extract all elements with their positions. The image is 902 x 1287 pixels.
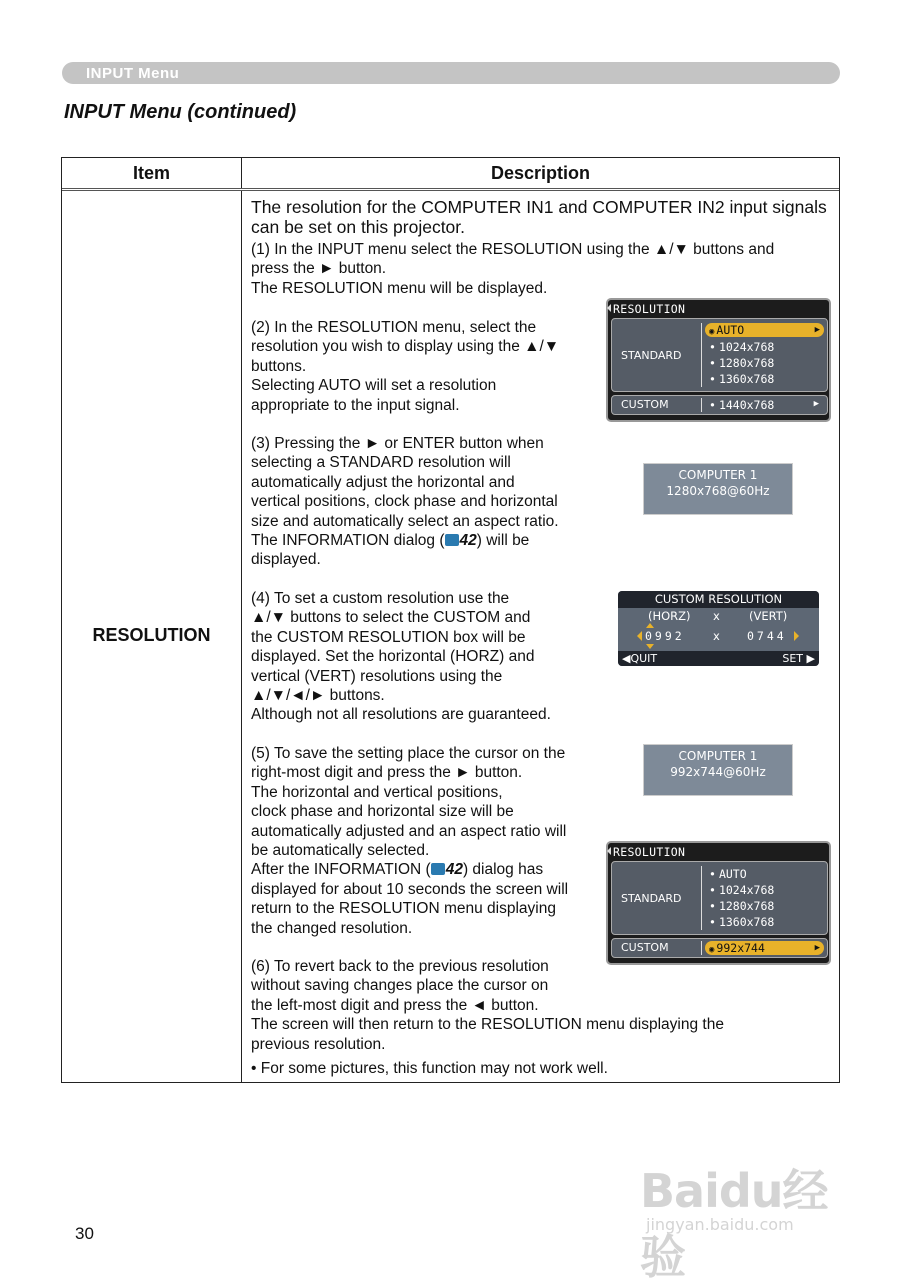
divider	[701, 866, 702, 930]
divider	[701, 941, 702, 955]
right-arrow-icon: ▶	[814, 943, 820, 953]
step-3-info-line: The INFORMATION dialog ( 42) will be	[251, 532, 530, 549]
x-separator: x	[713, 629, 720, 643]
right-arrow-icon[interactable]	[794, 631, 799, 641]
option-1280x768[interactable]: • 1280x768	[709, 899, 774, 913]
option-1024x768[interactable]: • 1024x768	[709, 883, 774, 897]
information-dialog	[643, 463, 793, 515]
column-header-description: Description	[490, 163, 591, 183]
down-arrow-icon[interactable]	[646, 644, 654, 649]
step-5-info-line: After the INFORMATION ( 42) dialog has	[251, 861, 544, 878]
osd-title: RESOLUTION	[613, 302, 686, 316]
resolution-menu-osd	[606, 298, 831, 422]
custom-value: • 1440x768	[709, 398, 774, 412]
left-triangle-icon: ◀	[622, 652, 631, 665]
custom-resolution-box	[618, 591, 819, 666]
watermark-url: jingyan.baidu.com	[646, 1215, 794, 1234]
vert-value[interactable]: 0744	[747, 629, 787, 643]
option-auto-selected[interactable]: ◉ AUTO ▶	[705, 323, 824, 337]
note-text: • For some pictures, this function may not work well.	[251, 1060, 608, 1077]
information-dialog	[643, 744, 793, 796]
table-header-row	[62, 158, 839, 191]
option-1024x768[interactable]: • 1024x768	[709, 340, 774, 354]
horz-label: (HORZ)	[648, 609, 691, 623]
option-1280x768[interactable]: • 1280x768	[709, 356, 774, 370]
watermark	[640, 1145, 855, 1284]
step-5-text: (5) To save the setting place the cursor on the right-most digit and press the ► button. The horizontal and vertical positions, clock phase and horizontal size will be automatically adjusted and an aspect ratio will be automatically selected.	[251, 745, 567, 860]
right-arrow-icon: ▶	[814, 325, 820, 335]
standard-label: STANDARD	[621, 349, 682, 362]
column-header-item: Item	[62, 158, 242, 188]
step-3-tail: displayed.	[251, 551, 321, 568]
left-arrow-icon[interactable]	[637, 631, 642, 641]
back-arrow-icon	[607, 304, 611, 312]
info-signal: 1280x768@60Hz	[666, 484, 770, 498]
custom-resolution-title: CUSTOM RESOLUTION	[618, 591, 819, 608]
custom-selected-value[interactable]: ◉ 992x744 ▶	[705, 941, 824, 955]
quit-button[interactable]: ◀QUIT	[622, 652, 658, 665]
up-arrow-icon[interactable]	[646, 623, 654, 628]
right-arrow-icon: ▶	[813, 399, 819, 409]
custom-label: CUSTOM	[621, 941, 669, 954]
book-reference-icon	[431, 863, 445, 875]
custom-panel[interactable]	[611, 395, 828, 415]
standard-panel	[611, 318, 828, 392]
step-3-text: (3) Pressing the ► or ENTER button when selecting a STANDARD resolution will automatically adjust the horizontal and vertical positions, clock phase and horizontal size and automatically select an aspect ratio.	[251, 435, 559, 530]
description-lead: The resolution for the COMPUTER IN1 and COMPUTER IN2 input signals can be set on this projector.	[251, 197, 827, 237]
page-title: INPUT Menu (continued)	[64, 101, 297, 123]
custom-resolution-footer	[618, 651, 819, 666]
option-1360x768[interactable]: • 1360x768	[709, 915, 774, 929]
option-1360x768[interactable]: • 1360x768	[709, 372, 774, 386]
book-reference-icon	[445, 534, 459, 546]
custom-panel[interactable]	[611, 938, 828, 958]
divider	[701, 323, 702, 387]
option-auto[interactable]: • AUTO	[709, 867, 747, 881]
set-button[interactable]: SET ▶	[782, 652, 815, 665]
step-4-text: (4) To set a custom resolution use the ▲/▼ buttons to select the CUSTOM and the CUSTOM RESOLUTION box will be displayed. Set the horizontal (HORZ) and vertical (VERT) resolutions using the ▲/▼/◄/► buttons. Although not all resolutions are guaranteed.	[251, 590, 551, 724]
divider	[701, 398, 702, 412]
watermark-brand: Baidu经验	[640, 1164, 828, 1284]
right-triangle-icon: ▶	[806, 652, 815, 665]
section-header-bar	[62, 62, 840, 84]
column-divider	[241, 191, 242, 1082]
info-signal: 992x744@60Hz	[670, 765, 766, 779]
step-5-rest: displayed for about 10 seconds the screen will return to the RESOLUTION menu displaying the changed resolution.	[251, 881, 569, 937]
step-1-text: (1) In the INPUT menu select the RESOLUTION using the ▲/▼ buttons and press the ► button. The RESOLUTION menu will be displayed.	[251, 241, 775, 297]
info-source: COMPUTER 1	[678, 749, 758, 763]
resolution-menu-osd	[606, 841, 831, 965]
standard-label: STANDARD	[621, 892, 682, 905]
standard-panel	[611, 861, 828, 935]
osd-title: RESOLUTION	[613, 845, 686, 859]
vert-label: (VERT)	[749, 609, 788, 623]
page-number: 30	[75, 1224, 94, 1243]
section-label: INPUT Menu	[86, 65, 180, 82]
back-arrow-icon	[607, 847, 611, 855]
info-source: COMPUTER 1	[678, 468, 758, 482]
horz-value[interactable]: 0992	[645, 629, 685, 643]
step-2-text: (2) In the RESOLUTION menu, select the resolution you wish to display using the ▲/▼ buttons. Selecting AUTO will set a resolution appropriate to the input signal.	[251, 319, 560, 414]
step-6-text: (6) To revert back to the previous resolution without saving changes place the cursor on the left-most digit and press the ◄ button. The screen will then return to the RESOLUTION menu displaying the previous resolution.	[251, 958, 724, 1053]
row-item-label: RESOLUTION	[92, 625, 211, 645]
x-separator: x	[713, 609, 720, 623]
custom-label: CUSTOM	[621, 398, 669, 411]
